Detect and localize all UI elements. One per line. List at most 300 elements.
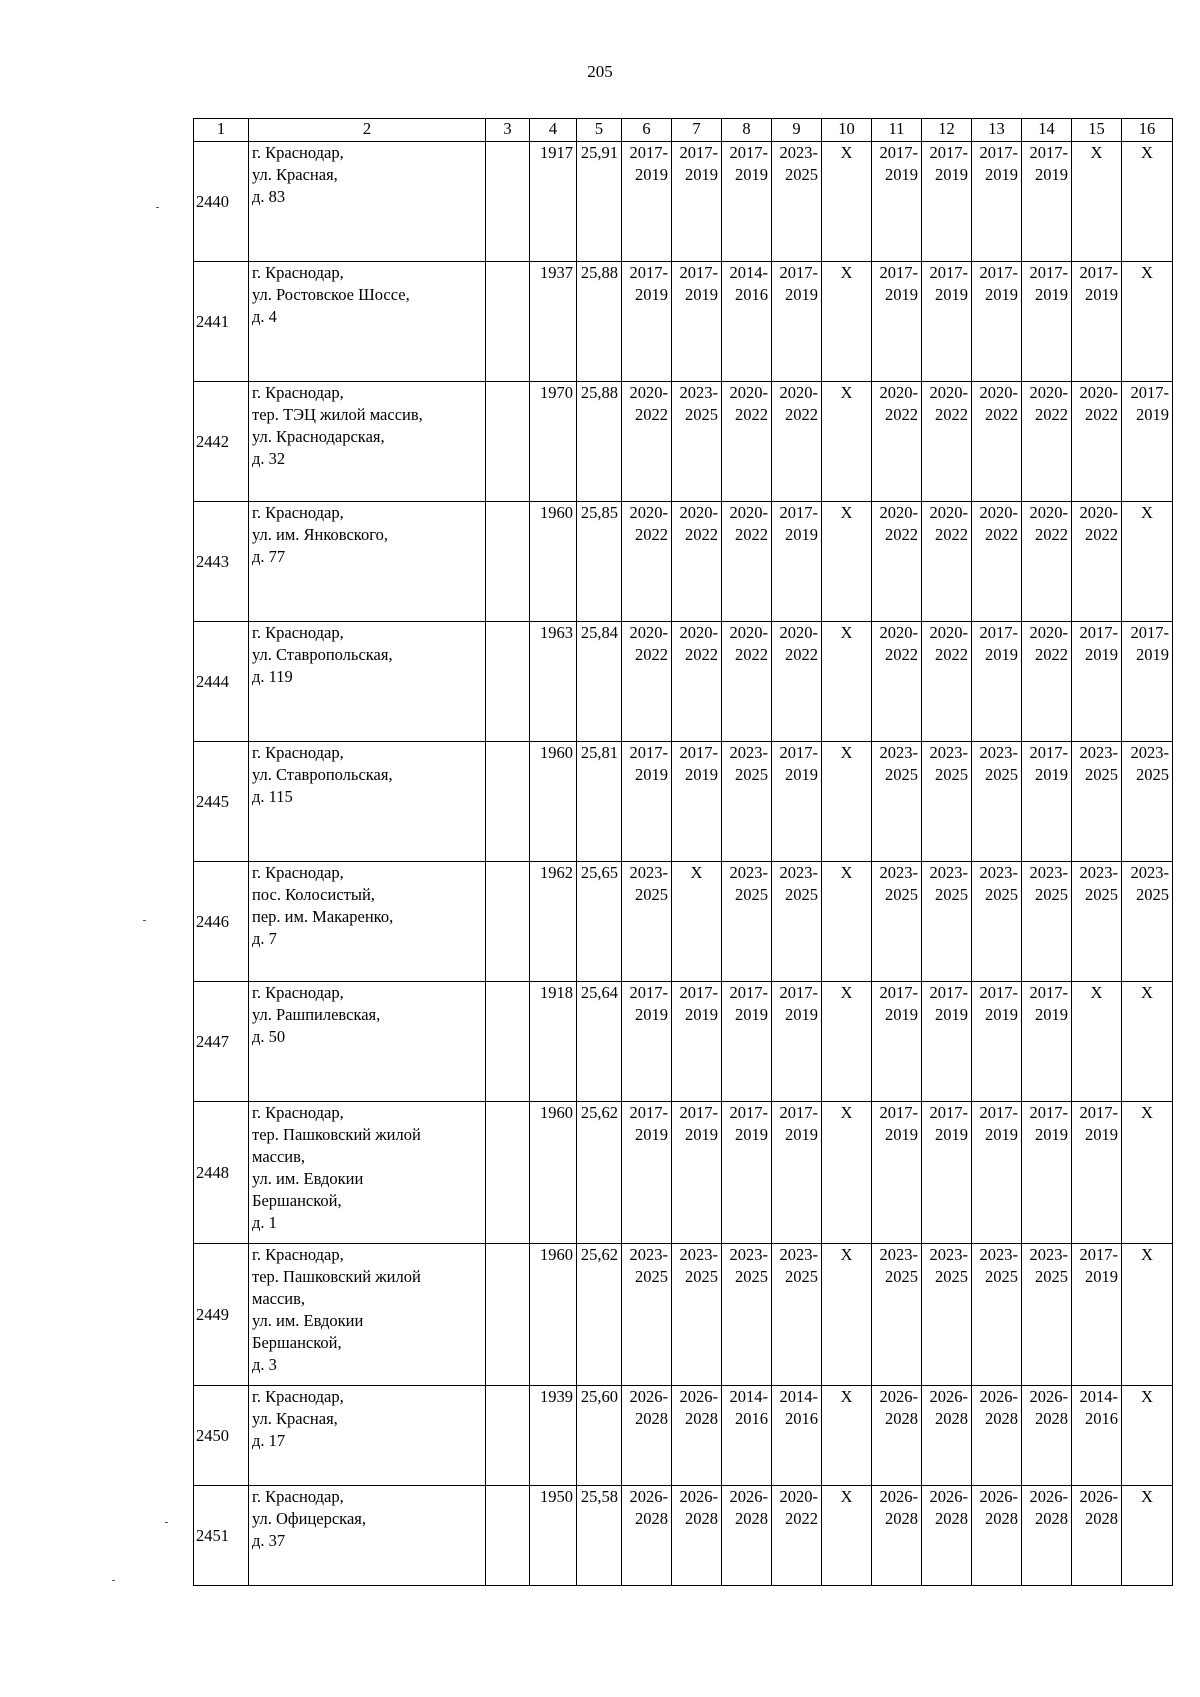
period-value: 2017- xyxy=(679,983,718,1002)
period-value: 2022 xyxy=(1085,405,1118,424)
period-value: 2023- xyxy=(929,863,968,882)
period-value: 2022 xyxy=(885,405,918,424)
period-cell-c13 xyxy=(972,382,1022,502)
rating-cell: 25,58 xyxy=(577,1486,622,1586)
address-line: массив, xyxy=(252,1289,306,1308)
period-cell-c6 xyxy=(622,382,672,502)
address-line: д. 50 xyxy=(252,1027,286,1046)
period-value: 2020- xyxy=(929,623,968,642)
period-value: 2019 xyxy=(935,285,968,304)
period-value: 2019 xyxy=(635,165,668,184)
period-value: 2017- xyxy=(1079,623,1118,642)
period-value: 2022 xyxy=(735,405,768,424)
period-cell-c12 xyxy=(922,1386,972,1486)
period-value: 2023- xyxy=(879,1245,918,1264)
period-cell-c12 xyxy=(922,142,972,262)
period-cell-c9 xyxy=(772,382,822,502)
rating-cell: 25,62 xyxy=(577,1102,622,1244)
period-cell-c6 xyxy=(622,1102,672,1244)
period-value: 2017- xyxy=(979,623,1018,642)
period-value: 2019 xyxy=(1035,1125,1068,1144)
period-value: 2017- xyxy=(929,1103,968,1122)
period-cell-c14 xyxy=(1022,862,1072,982)
period-value: X xyxy=(1141,143,1153,162)
year-built-cell: 1960 xyxy=(530,1244,577,1386)
period-cell-c7 xyxy=(672,1102,722,1244)
period-cell-c9 xyxy=(772,1386,822,1486)
period-cell-c11 xyxy=(872,982,922,1102)
period-value: X xyxy=(1141,1245,1153,1264)
address-line: д. 1 xyxy=(252,1213,277,1232)
period-value: X xyxy=(840,503,853,522)
period-cell-c10 xyxy=(822,142,872,262)
period-value: 2028 xyxy=(685,1409,718,1428)
period-value: 2017- xyxy=(979,1103,1018,1122)
row-number: 2440 xyxy=(194,142,249,262)
period-cell-c15 xyxy=(1072,382,1122,502)
period-cell-c8 xyxy=(722,622,772,742)
period-value: 2019 xyxy=(785,1125,818,1144)
period-cell-c10 xyxy=(822,1102,872,1244)
column-3-cell xyxy=(486,502,530,622)
period-value: 2025 xyxy=(985,765,1018,784)
period-value: 2019 xyxy=(1035,165,1068,184)
period-cell-c14 xyxy=(1022,502,1072,622)
period-value: 2023- xyxy=(929,743,968,762)
period-value: 2022 xyxy=(635,405,668,424)
table-row xyxy=(194,862,1173,982)
period-cell-c7 xyxy=(672,862,722,982)
period-value: 2019 xyxy=(1035,765,1068,784)
table-row xyxy=(194,1386,1173,1486)
period-value: 2017- xyxy=(979,143,1018,162)
column-3-cell xyxy=(486,1102,530,1244)
period-value: 2014- xyxy=(1079,1387,1118,1406)
period-value: 2017- xyxy=(1029,143,1068,162)
period-value: 2022 xyxy=(1035,525,1068,544)
period-value: 2020- xyxy=(929,383,968,402)
period-cell-c6 xyxy=(622,262,672,382)
period-cell-c7 xyxy=(672,1386,722,1486)
period-value: 2028 xyxy=(985,1509,1018,1528)
period-cell-c7 xyxy=(672,1244,722,1386)
period-value: 2025 xyxy=(685,1267,718,1286)
period-value: 2019 xyxy=(1136,405,1169,424)
year-built-cell: 1962 xyxy=(530,862,577,982)
period-value: 2019 xyxy=(685,765,718,784)
column-header-8: 8 xyxy=(722,119,772,142)
period-value: 2017- xyxy=(1029,983,1068,1002)
period-value: 2022 xyxy=(1035,405,1068,424)
period-value: 2025 xyxy=(885,765,918,784)
address-line: г. Краснодар, xyxy=(252,983,344,1002)
address-line: д. 32 xyxy=(252,449,286,468)
column-header-11: 11 xyxy=(872,119,922,142)
period-value: 2026- xyxy=(629,1487,668,1506)
period-value: 2022 xyxy=(885,645,918,664)
period-cell-c14 xyxy=(1022,382,1072,502)
period-value: 2028 xyxy=(885,1409,918,1428)
column-header-16: 16 xyxy=(1122,119,1173,142)
period-cell-c11 xyxy=(872,142,922,262)
period-value: 2023- xyxy=(779,1245,818,1264)
period-value: 2022 xyxy=(735,645,768,664)
period-value: 2026- xyxy=(879,1487,918,1506)
column-3-cell xyxy=(486,1486,530,1586)
period-cell-c10 xyxy=(822,262,872,382)
period-cell-c10 xyxy=(822,382,872,502)
period-value: 2020- xyxy=(779,623,818,642)
period-value: 2019 xyxy=(785,1005,818,1024)
period-value: 2028 xyxy=(935,1409,968,1428)
period-value: 2025 xyxy=(735,885,768,904)
period-value: X xyxy=(1090,983,1103,1002)
period-value: 2020- xyxy=(979,503,1018,522)
period-cell-c14 xyxy=(1022,742,1072,862)
address-cell xyxy=(249,382,486,502)
period-value: 2020- xyxy=(629,383,668,402)
period-cell-c12 xyxy=(922,622,972,742)
period-value: 2028 xyxy=(735,1509,768,1528)
period-value: 2023- xyxy=(1029,863,1068,882)
period-cell-c7 xyxy=(672,1486,722,1586)
period-cell-c9 xyxy=(772,502,822,622)
period-value: X xyxy=(1141,1487,1153,1506)
address-line: массив, xyxy=(252,1147,306,1166)
period-value: 2019 xyxy=(785,525,818,544)
period-cell-c12 xyxy=(922,1486,972,1586)
period-value: 2017- xyxy=(779,983,818,1002)
period-cell-c7 xyxy=(672,742,722,862)
period-cell-c15 xyxy=(1072,1244,1122,1386)
period-value: X xyxy=(1141,1103,1153,1122)
period-cell-c16 xyxy=(1122,1486,1173,1586)
period-value: 2025 xyxy=(735,765,768,784)
period-cell-c15 xyxy=(1072,622,1122,742)
scan-mark xyxy=(143,920,146,921)
period-value: 2023- xyxy=(1079,863,1118,882)
period-value: 2017- xyxy=(679,263,718,282)
period-value: 2017- xyxy=(929,143,968,162)
address-line: г. Краснодар, xyxy=(252,143,344,162)
period-cell-c12 xyxy=(922,262,972,382)
period-cell-c6 xyxy=(622,742,672,862)
period-value: 2019 xyxy=(1035,1005,1068,1024)
row-number: 2450 xyxy=(194,1386,249,1486)
scan-mark xyxy=(165,1522,168,1523)
housing-schedule-table xyxy=(193,118,1173,1586)
column-header-13: 13 xyxy=(972,119,1022,142)
period-value: 2025 xyxy=(935,1267,968,1286)
address-line: г. Краснодар, xyxy=(252,863,344,882)
period-value: 2017- xyxy=(879,263,918,282)
period-value: 2020- xyxy=(1029,383,1068,402)
period-value: 2026- xyxy=(929,1387,968,1406)
period-cell-c15 xyxy=(1072,1386,1122,1486)
period-value: 2017- xyxy=(729,983,768,1002)
period-cell-c6 xyxy=(622,1386,672,1486)
period-value: 2025 xyxy=(1136,885,1169,904)
period-value: 2026- xyxy=(679,1387,718,1406)
period-value: X xyxy=(840,1387,853,1406)
period-value: 2017- xyxy=(729,1103,768,1122)
period-cell-c10 xyxy=(822,622,872,742)
period-value: 2017- xyxy=(929,263,968,282)
period-value: 2020- xyxy=(1079,383,1118,402)
period-value: 2022 xyxy=(885,525,918,544)
period-value: 2017- xyxy=(629,983,668,1002)
period-value: 2020- xyxy=(629,623,668,642)
period-value: 2019 xyxy=(985,1125,1018,1144)
period-value: 2019 xyxy=(885,165,918,184)
period-cell-c6 xyxy=(622,502,672,622)
period-value: 2022 xyxy=(685,645,718,664)
period-value: 2020- xyxy=(779,383,818,402)
period-value: 2016 xyxy=(735,285,768,304)
period-value: 2017- xyxy=(1029,743,1068,762)
address-cell xyxy=(249,1386,486,1486)
row-number: 2446 xyxy=(194,862,249,982)
period-cell-c14 xyxy=(1022,1244,1072,1386)
period-value: 2022 xyxy=(985,525,1018,544)
period-value: 2025 xyxy=(935,885,968,904)
period-cell-c8 xyxy=(722,382,772,502)
address-line: ул. Офицерская, xyxy=(252,1509,366,1528)
address-cell xyxy=(249,1244,486,1386)
period-value: 2019 xyxy=(935,165,968,184)
period-value: 2017- xyxy=(879,1103,918,1122)
address-line: ул. Краснодарская, xyxy=(252,427,385,446)
address-line: д. 3 xyxy=(252,1355,277,1374)
address-cell xyxy=(249,1486,486,1586)
period-value: 2026- xyxy=(679,1487,718,1506)
column-header-5: 5 xyxy=(577,119,622,142)
period-value: 2017- xyxy=(879,143,918,162)
period-value: 2019 xyxy=(1085,285,1118,304)
period-value: 2022 xyxy=(935,405,968,424)
page-number: 205 xyxy=(587,62,613,81)
period-cell-c13 xyxy=(972,622,1022,742)
period-value: X xyxy=(840,1103,853,1122)
period-value: 2023- xyxy=(629,863,668,882)
period-value: 2025 xyxy=(885,885,918,904)
period-value: 2026- xyxy=(979,1387,1018,1406)
period-value: 2023- xyxy=(879,863,918,882)
period-cell-c7 xyxy=(672,262,722,382)
year-built-cell: 1963 xyxy=(530,622,577,742)
period-value: 2017- xyxy=(629,143,668,162)
period-cell-c13 xyxy=(972,1244,1022,1386)
period-cell-c8 xyxy=(722,502,772,622)
period-cell-c8 xyxy=(722,1486,772,1586)
period-value: 2017- xyxy=(979,263,1018,282)
period-cell-c15 xyxy=(1072,142,1122,262)
address-line: г. Краснодар, xyxy=(252,503,344,522)
period-cell-c16 xyxy=(1122,1102,1173,1244)
address-line: пос. Колосистый, xyxy=(252,885,375,904)
rating-cell: 25,60 xyxy=(577,1386,622,1486)
period-cell-c15 xyxy=(1072,502,1122,622)
table-row xyxy=(194,982,1173,1102)
period-cell-c6 xyxy=(622,982,672,1102)
period-cell-c13 xyxy=(972,1102,1022,1244)
period-value: 2017- xyxy=(1029,1103,1068,1122)
period-value: 2019 xyxy=(935,1125,968,1144)
year-built-cell: 1960 xyxy=(530,742,577,862)
address-line: пер. им. Макаренко, xyxy=(252,907,394,926)
address-line: г. Краснодар, xyxy=(252,743,344,762)
period-value: 2020- xyxy=(679,503,718,522)
period-value: 2025 xyxy=(1035,1267,1068,1286)
column-header-3: 3 xyxy=(486,119,530,142)
period-value: 2017- xyxy=(629,263,668,282)
period-cell-c8 xyxy=(722,142,772,262)
period-value: 2019 xyxy=(885,1125,918,1144)
period-value: 2026- xyxy=(1029,1387,1068,1406)
period-cell-c16 xyxy=(1122,862,1173,982)
period-cell-c9 xyxy=(772,742,822,862)
address-line: ул. Ростовское Шоссе, xyxy=(252,285,410,304)
period-value: 2019 xyxy=(785,765,818,784)
period-value: 2019 xyxy=(635,765,668,784)
period-cell-c6 xyxy=(622,1486,672,1586)
period-cell-c11 xyxy=(872,502,922,622)
address-line: ул. Рашпилевская, xyxy=(252,1005,381,1024)
period-value: 2020- xyxy=(879,503,918,522)
period-value: 2023- xyxy=(729,863,768,882)
column-3-cell xyxy=(486,382,530,502)
address-line: тер. Пашковский жилой xyxy=(252,1267,421,1286)
period-cell-c14 xyxy=(1022,622,1072,742)
period-value: 2023- xyxy=(879,743,918,762)
period-cell-c9 xyxy=(772,142,822,262)
year-built-cell: 1918 xyxy=(530,982,577,1102)
period-value: 2017- xyxy=(1079,263,1118,282)
address-line: г. Краснодар, xyxy=(252,1245,344,1264)
period-cell-c16 xyxy=(1122,742,1173,862)
address-line: ул. Красная, xyxy=(252,165,338,184)
period-value: 2017- xyxy=(779,263,818,282)
address-line: тер. ТЭЦ жилой массив, xyxy=(252,405,423,424)
period-value: 2017- xyxy=(1130,623,1169,642)
period-value: 2026- xyxy=(1029,1487,1068,1506)
period-value: 2017- xyxy=(779,503,818,522)
period-value: 2022 xyxy=(1035,645,1068,664)
period-value: 2023- xyxy=(629,1245,668,1264)
period-cell-c9 xyxy=(772,982,822,1102)
period-value: 2019 xyxy=(985,1005,1018,1024)
period-value: 2028 xyxy=(935,1509,968,1528)
address-cell xyxy=(249,622,486,742)
period-value: 2020- xyxy=(679,623,718,642)
address-line: ул. им. Евдокии xyxy=(252,1311,364,1330)
period-value: 2019 xyxy=(735,1005,768,1024)
period-value: 2016 xyxy=(1085,1409,1118,1428)
period-cell-c13 xyxy=(972,742,1022,862)
period-value: 2022 xyxy=(635,645,668,664)
period-cell-c8 xyxy=(722,742,772,862)
period-value: 2025 xyxy=(635,885,668,904)
period-value: 2017- xyxy=(879,983,918,1002)
period-cell-c14 xyxy=(1022,1386,1072,1486)
period-cell-c11 xyxy=(872,862,922,982)
period-value: 2026- xyxy=(979,1487,1018,1506)
period-cell-c14 xyxy=(1022,1486,1072,1586)
period-value: 2028 xyxy=(985,1409,1018,1428)
period-value: 2025 xyxy=(985,885,1018,904)
year-built-cell: 1960 xyxy=(530,1102,577,1244)
column-3-cell xyxy=(486,1244,530,1386)
table-row xyxy=(194,382,1173,502)
period-value: 2022 xyxy=(1085,525,1118,544)
period-cell-c14 xyxy=(1022,982,1072,1102)
period-value: 2019 xyxy=(885,1005,918,1024)
period-value: 2022 xyxy=(785,405,818,424)
address-cell xyxy=(249,502,486,622)
period-value: 2025 xyxy=(785,165,818,184)
row-number: 2448 xyxy=(194,1102,249,1244)
period-value: 2028 xyxy=(635,1409,668,1428)
table-row xyxy=(194,142,1173,262)
period-value: 2022 xyxy=(785,645,818,664)
period-value: 2017- xyxy=(779,743,818,762)
period-value: 2025 xyxy=(785,885,818,904)
period-value: 2019 xyxy=(735,165,768,184)
column-3-cell xyxy=(486,1386,530,1486)
period-value: 2020- xyxy=(729,623,768,642)
period-value: 2016 xyxy=(785,1409,818,1428)
address-cell xyxy=(249,1102,486,1244)
period-value: X xyxy=(840,143,853,162)
period-value: 2019 xyxy=(685,285,718,304)
period-value: 2019 xyxy=(685,1125,718,1144)
period-cell-c10 xyxy=(822,502,872,622)
table-row xyxy=(194,742,1173,862)
address-line: Бершанской, xyxy=(252,1333,342,1352)
period-cell-c12 xyxy=(922,862,972,982)
period-cell-c7 xyxy=(672,502,722,622)
period-value: 2023- xyxy=(729,743,768,762)
period-value: 2017- xyxy=(1029,263,1068,282)
period-cell-c7 xyxy=(672,142,722,262)
period-cell-c8 xyxy=(722,1244,772,1386)
period-cell-c10 xyxy=(822,1486,872,1586)
address-line: д. 4 xyxy=(252,307,277,326)
period-value: 2023- xyxy=(979,863,1018,882)
period-value: 2026- xyxy=(629,1387,668,1406)
period-value: 2017- xyxy=(929,983,968,1002)
year-built-cell: 1950 xyxy=(530,1486,577,1586)
address-line: тер. Пашковский жилой xyxy=(252,1125,421,1144)
period-cell-c11 xyxy=(872,742,922,862)
period-value: 2022 xyxy=(785,1509,818,1528)
period-cell-c13 xyxy=(972,142,1022,262)
period-cell-c13 xyxy=(972,262,1022,382)
period-value: 2016 xyxy=(735,1409,768,1428)
period-value: 2017- xyxy=(779,1103,818,1122)
period-value: 2017- xyxy=(629,1103,668,1122)
address-line: г. Краснодар, xyxy=(252,1103,344,1122)
period-value: 2023- xyxy=(779,143,818,162)
address-line: д. 17 xyxy=(252,1431,286,1450)
rating-cell: 25,62 xyxy=(577,1244,622,1386)
period-value: 2017- xyxy=(679,1103,718,1122)
period-cell-c9 xyxy=(772,622,822,742)
period-value: 2019 xyxy=(635,1125,668,1144)
address-line: ул. Ставропольская, xyxy=(252,765,393,784)
address-line: г. Краснодар, xyxy=(252,1387,344,1406)
address-line: д. 83 xyxy=(252,187,286,206)
